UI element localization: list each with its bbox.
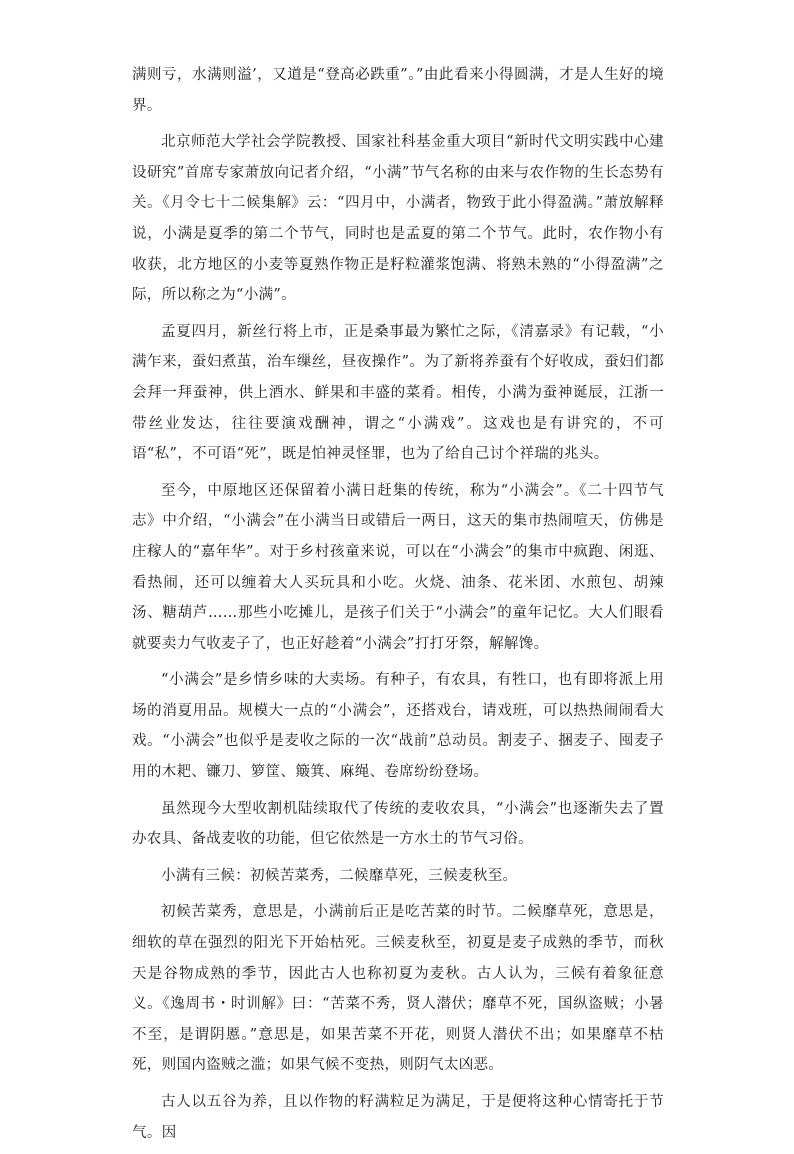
paragraph-name-origin: 北京师范大学社会学院教授、国家社科基金重大项目“新时代文明实践中心建设研究”首席专家萧放向记者介绍，“小满”节气名称的由来与农作物的生长态势有关。《月令七十二候集解》云：“四月中，小满者，物致于此小得盈满。”萧放解释说，小满是夏季的第二个节气，同时也是孟夏的第二个节气。此时，农作物小有收获，北方地区的小麦等夏熟作物正是籽粒灌浆饱满、将熟未熟的“小得盈满”之际，所以称之为“小满”。: [132, 134, 664, 304]
paragraph-grain-satisfaction: 古人以五谷为养，且以作物的籽满粒足为满足，于是便将这种心情寄托于节气。因: [132, 1094, 664, 1141]
paragraph-phenology-explained: 初候苦菜秀，意思是，小满前后正是吃苦菜的时节。二候靡草死，意思是，细软的草在强烈的阳光下开始枯死。三候麦秋至，初夏是麦子成熟的季节，而秋天是谷物成熟的季节，因此古人也称初夏为麦秋。古人认为，三候有着象征意义。《逸周书・时训解》曰：“苦菜不秀，贤人潜伏；靡草不死，国纵盗贼；小暑不至，是谓阴慝。”意思是，如果苦菜不开花，则贤人潜伏不出；如果靡草不枯死，则国内盗贼之滥；如果气候不变热，则阴气太凶恶。: [132, 904, 664, 1074]
paragraph-modern-custom: 虽然现今大型收割机陆续取代了传统的麦收农具，“小满会”也逐渐失去了置办农具、备战麦收的功能，但它依然是一方水土的节气习俗。: [132, 800, 664, 848]
article-body: [132, 60, 664, 1154]
paragraph-silkworm: 孟夏四月，新丝行将上市，正是桑事最为繁忙之际，《清嘉录》有记载，“小满乍来，蚕妇煮茧，治车缫丝，昼夜操作”。为了新将养蚕有个好收成，蚕妇们都会拜一拜蚕神，供上酒水、鲜果和丰盛的菜肴。相传，小满为蚕神诞辰，江浙一带丝业发达，往往要演戏酬神，谓之“小满戏”。这戏也是有讲究的，不可语“私”，不可语“死”，既是怕神灵怪罪，也为了给自己讨个祥瑞的兆头。: [132, 323, 664, 463]
paragraph-continuation: 满则亏，水满则溢’，又道是“登高必跌重”。”由此看来小得圆满，才是人生好的境界。: [132, 67, 664, 114]
paragraph-three-phenology: 小满有三候：初候苦菜秀，二候靡草死，三候麦秋至。: [161, 867, 518, 884]
paragraph-xiaoman-fair: 至今，中原地区还保留着小满日赶集的传统，称为“小满会”。《二十四节气志》中介绍，“小满会”在小满当日或错后一两日，这天的集市热闹喧天，仿佛是庄稼人的“嘉年华”。对于乡村孩童来说，可以在“小满会”的集市中疯跑、闲逛、看热闹，还可以缠着大人买玩具和小吃。火烧、油条、花米团、水煎包、胡辣汤、糖葫芦……那些小吃摊儿，是孩子们关于“小满会”的童年记忆。大人们眼看就要卖力气收麦子了，也正好趁着“小满会”打打牙祭，解解馋。: [132, 482, 664, 652]
paragraph-fair-market: “小满会”是乡情乡味的大卖场。有种子，有农具，有牲口，也有即将派上用场的消夏用品。规模大一点的“小满会”，还搭戏台，请戏班，可以热热闹闹看大戏。“小满会”也似乎是麦收之际的一次“战前”总动员。割麦子、捆麦子、囤麦子用的木耙、镰刀、箩筐、簸箕、麻绳、卷席纷纷登场。: [132, 672, 664, 781]
